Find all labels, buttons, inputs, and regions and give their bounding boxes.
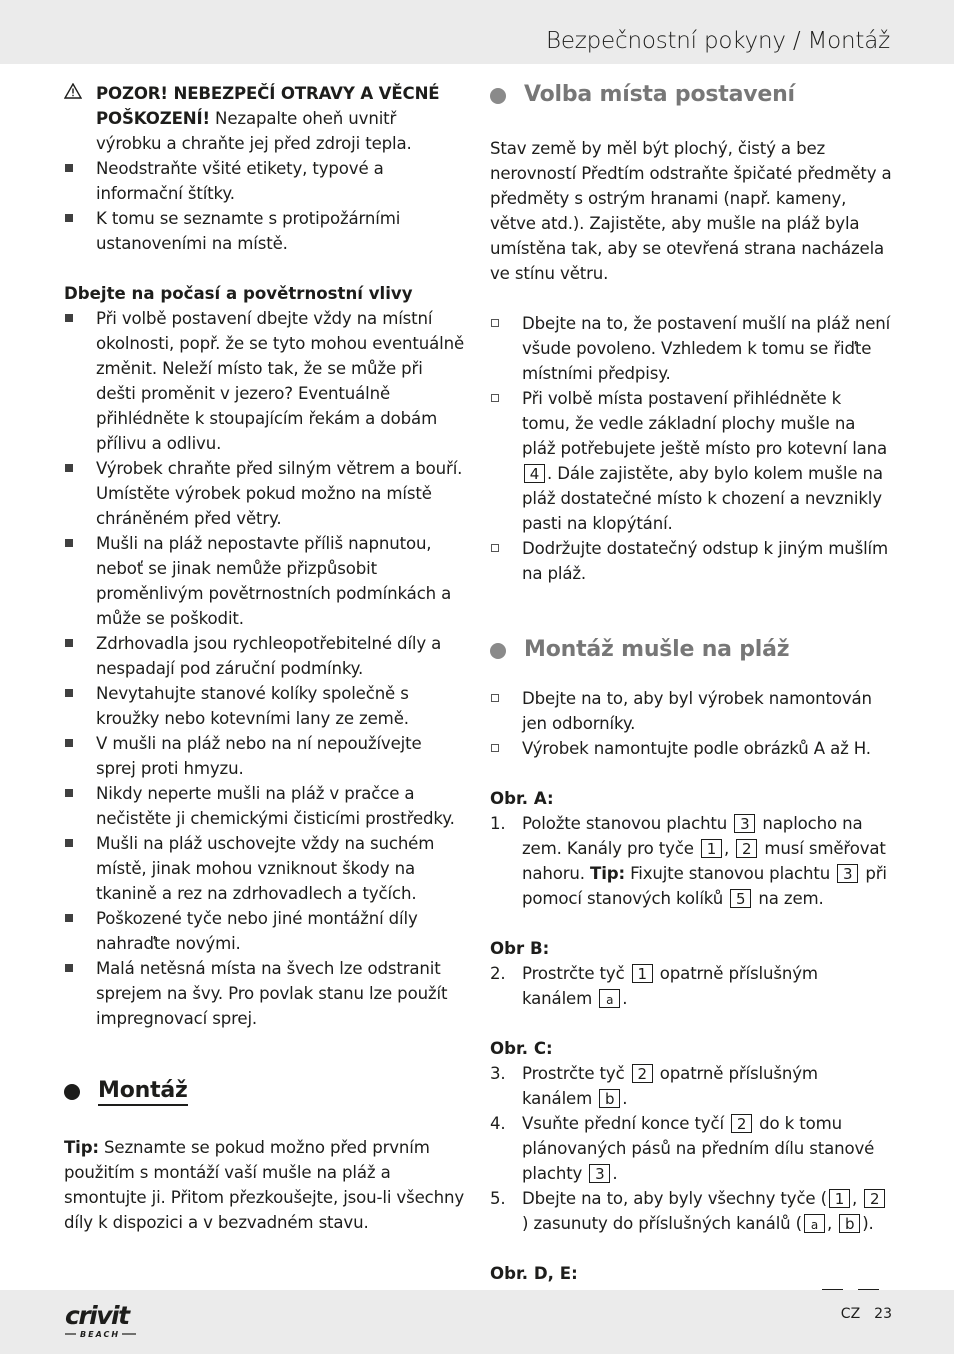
page-title: Bezpečnostní pokyny / Montáž	[545, 28, 890, 54]
page-number-value: 23	[874, 1306, 892, 1322]
page-number	[841, 1306, 892, 1322]
warning-item	[64, 81, 466, 156]
list-item: K tomu se seznamte s protipožárními ustanoveními na místě.	[64, 206, 466, 256]
part-ref-box: b	[839, 1214, 860, 1233]
checkbox-bullet-icon	[491, 319, 499, 327]
bullet-icon	[65, 639, 73, 647]
language-code: CZ	[840, 1306, 861, 1322]
bullet-icon	[65, 914, 73, 922]
bullet-icon	[65, 164, 73, 172]
part-ref-box: 3	[734, 814, 755, 833]
list-item: V mušli na pláž nebo na ní nepoužívejte sprej proti hmyzu.	[64, 731, 466, 781]
figure-label: Obr. C:	[490, 1039, 553, 1058]
part-ref-box: 4	[524, 464, 545, 483]
section-heading-beach: Montáž mušle na pláž	[490, 636, 892, 664]
figure-label: Obr. A:	[490, 789, 554, 808]
bullet-icon	[65, 839, 73, 847]
figure-label: Obr. D, E:	[490, 1264, 578, 1283]
bullet-dot-icon	[490, 88, 506, 104]
right-column	[490, 81, 892, 1336]
part-ref-box: 1	[701, 839, 722, 858]
list-item: Při volbě místa postavení přihlédněte k tomu, že vedle základní plochy mušle na pláž potřebujete ještě místo pro kotevní lana 4 . Dále zajistěte, aby bylo kolem mušle na pláž dostatečné místo k chození a nevznikly pasti na klopýtání.	[490, 386, 892, 536]
part-ref-box: 3	[589, 1164, 610, 1183]
part-ref-box: 1	[829, 1189, 850, 1208]
list-item: Výrobek namontujte podle obrázků A až H.	[490, 736, 892, 761]
section-heading-montaz: Montáž	[64, 1077, 466, 1105]
part-ref-box: 2	[632, 1064, 653, 1083]
list-item: Dodržujte dostatečný odstup k jiným mušlím na pláž.	[490, 536, 892, 586]
step-item: 2. Prostrčte tyč 1 opatrně příslušným kanálem a .	[490, 964, 818, 1008]
step-item: 4. Vsuňte přední konce tyčí 2 do k tomu plánovaných pásů na předním dílu stanové plachty 3 .	[490, 1114, 875, 1183]
list-item: Dbejte na to, aby byl výrobek namontován jen odborníky.	[490, 686, 892, 736]
list-item: Nevytahujte stanové kolíky společně s kroužky nebo kotevními lany ze země.	[64, 681, 466, 731]
step-item: 1. Položte stanovou plachtu 3 naplocho na zem. Kanály pro tyče 1 , 2 musí směřovat nahoru. Tip: Fixujte stanovou plachtu 3 při pomocí stanových kolíků 5 na zem.	[490, 814, 887, 908]
svg-text:BEACH: BEACH	[80, 1330, 121, 1339]
bullet-icon	[65, 314, 73, 322]
weather-heading: Dbejte na počasí a povětrnostní vlivy	[64, 284, 413, 303]
list-item: Zdrhovadla jsou rychleopotřebitelné díly a nespadají pod záruční podmínky.	[64, 631, 466, 681]
bullet-icon	[65, 964, 73, 972]
part-ref-box: 3	[837, 864, 858, 883]
bullet-icon	[65, 789, 73, 797]
part-ref-box: 2	[864, 1189, 885, 1208]
list-item: Výrobek chraňte před silným větrem a bouří. Umístěte výrobek pokud možno na místě chráněném před větry.	[64, 456, 466, 531]
checkbox-bullet-icon	[491, 394, 499, 402]
warning-text: Nezapalte oheň uvnitř výrobku a chraňte jej před zdroji tepla.	[96, 109, 412, 153]
part-ref-box: 2	[731, 1114, 752, 1133]
bullet-dot-icon	[64, 1084, 80, 1100]
part-ref-box: 2	[736, 839, 757, 858]
svg-text:crivit: crivit	[65, 1301, 129, 1330]
checkbox-bullet-icon	[491, 744, 499, 752]
part-ref-box: 5	[730, 889, 751, 908]
part-ref-box: 1	[632, 964, 653, 983]
part-ref-box: a	[804, 1214, 825, 1233]
part-ref-box: b	[599, 1089, 620, 1108]
list-item: Při volbě postavení dbejte vždy na místní okolnosti, popř. že se tyto mohou eventuálně změnit. Neleží místo tak, že se může při dešti proměnit v jezero? Eventuálně přihlédněte k stoupajícím řekám a dobám přílivu a odlivu.	[64, 306, 466, 456]
list-item: Nikdy neperte mušli na pláž v pračce a nečistěte ji chemickými čisticími prostředky.	[64, 781, 466, 831]
bullet-icon	[65, 539, 73, 547]
tip-paragraph: Tip: Seznamte se pokud možno před prvním použitím s montáží vaší mušle na pláž a smontujte ji. Přitom přezkoušejte, jsou-li všechny díly k dispozici a v bezvadném stavu.	[64, 1138, 465, 1232]
checkbox-bullet-icon	[491, 694, 499, 702]
list-item: Mušli na pláž uschovejte vždy na suchém místě, jinak mohou vzniknout škody na tkanině a rez na zdrhovadlech a tyčích.	[64, 831, 466, 906]
crivit-beach-logo	[64, 1300, 144, 1344]
bullet-dot-icon	[490, 643, 506, 659]
figure-label: Obr B:	[490, 939, 550, 958]
checkbox-bullet-icon	[491, 544, 499, 552]
section-heading-site: Volba místa postavení	[490, 81, 892, 109]
warning-bold: POZOR! NEBEZPEČÍ OTRAVY A VĚCNÉ POŠKOZENÍ!	[96, 84, 440, 128]
page-header	[0, 0, 954, 64]
bullet-icon	[65, 464, 73, 472]
bullet-icon	[65, 689, 73, 697]
step-item: 3. Prostrčte tyč 2 opatrně příslušným kanálem b .	[490, 1064, 818, 1108]
left-column	[64, 81, 466, 1235]
site-intro: Stav země by měl být plochý, čistý a bez nerovností Předtím odstraňte špičaté předměty a předměty s ostrým hranami (např. kameny, větve atd.). Zajistěte, aby mušle na pláž byla umístěna tak, aby se otevřená strana nacházela ve stínu větru.	[490, 139, 892, 283]
list-item: Mušli na pláž nepostavte příliš napnutou, neboť se jinak nemůže přizpůsobit proměnlivým povětrnostních podmínkách a může se poškodit.	[64, 531, 466, 631]
part-ref-box: a	[599, 989, 620, 1008]
bullet-icon	[65, 214, 73, 222]
warning-icon	[64, 81, 90, 106]
step-item: 5. Dbejte na to, aby byly všechny tyče ( 1 , 2) zasunuty do příslušných kanálů ( a , b ).	[490, 1186, 892, 1236]
list-item: Poškozené tyče nebo jiné montážní díly nahraďte novými.	[64, 906, 466, 956]
list-item: Neodstraňte všité etikety, typové a informační štítky.	[64, 156, 466, 206]
list-item: Malá netěsná místa na švech lze odstranit sprejem na švy. Pro povlak stanu lze použít impregnovací sprej.	[64, 956, 466, 1031]
list-item: Dbejte na to, že postavení mušlí na pláž není všude povoleno. Vzhledem k tomu se řiďte místními předpisy.	[490, 311, 892, 386]
bullet-icon	[65, 739, 73, 747]
